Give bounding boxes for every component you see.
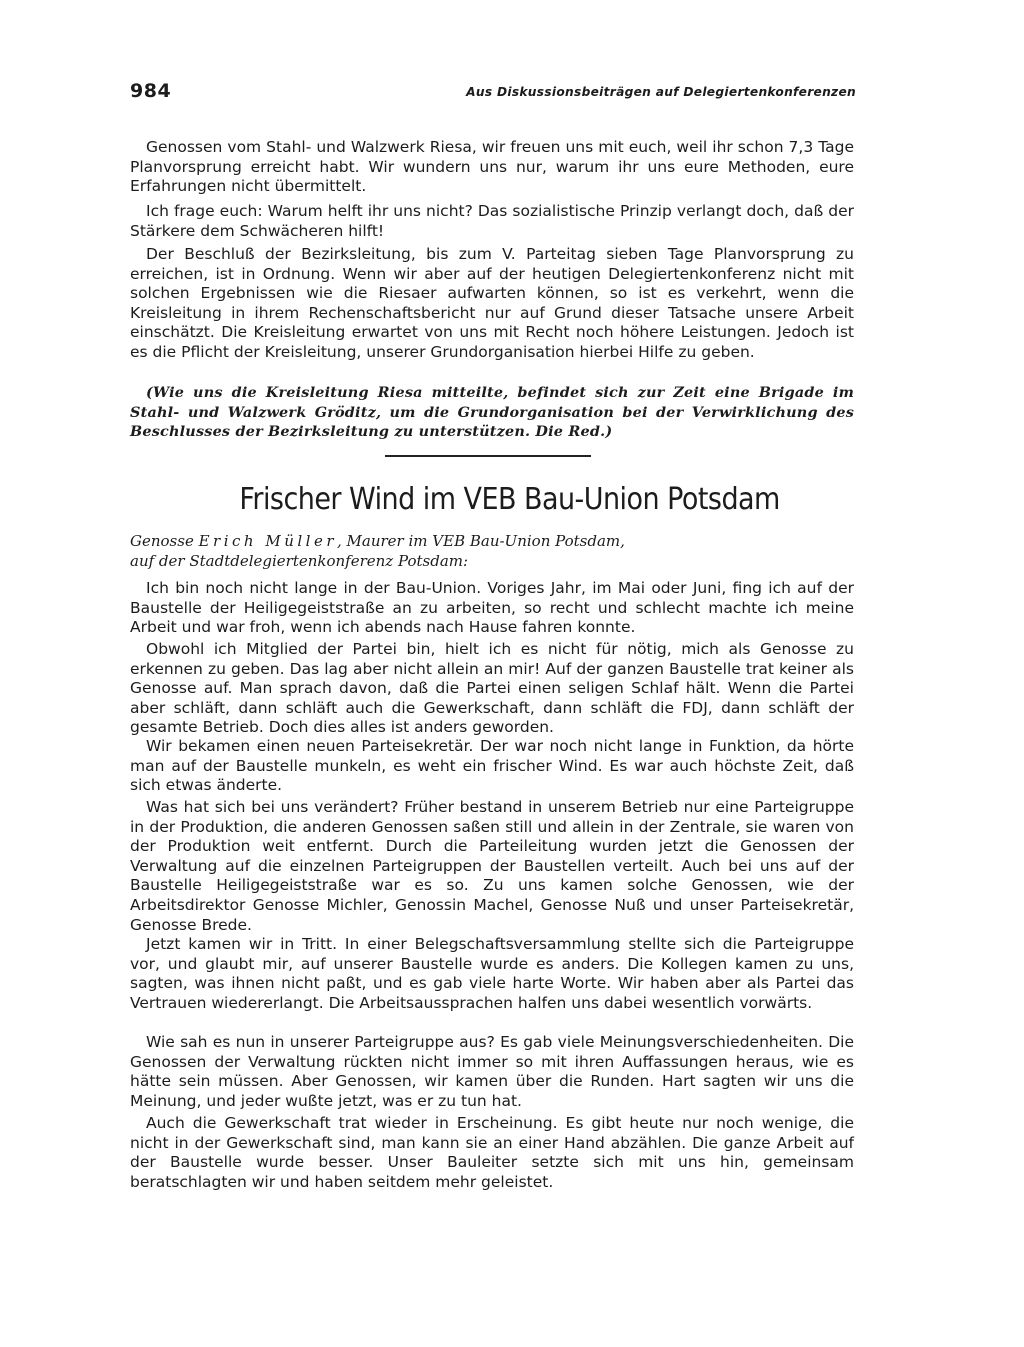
paragraph: Wir bekamen einen neuen Parteisekretär. Der war noch nicht lange in Funktion, da hörte man auf der Baustelle munkeln, es weht ein frischer Wind. Es war auch höchste Zeit, daß sich etwas änderte. [130, 737, 854, 795]
paragraph: Auch die Gewerkschaft trat wieder in Erscheinung. Es gibt heute nur noch wenige, die nicht in der Gewerkschaft sind, man kann sie an einer Hand abzählen. Die ganze Arbeit auf der Baustelle wurde besser. Unser Bauleiter setzte sich mit uns hin, gemeinsam beratschlagten wir und haben seitdem mehr geleistet. [130, 1114, 854, 1191]
byline-prefix: Genosse [130, 532, 199, 550]
paragraph: Wie sah es nun in unserer Parteigruppe aus? Es gab viele Meinungsverschiedenheiten. Die Genossen der Verwaltung rückten nicht immer so mit ihren Auffassungen heraus, wie es hätte sein müssen. Aber Genossen, wir kamen über die Runden. Hart sagten wir uns die Meinung, und jeder wußte jetzt, was er zu tun hat. [130, 1033, 854, 1110]
paragraph: Ich frage euch: Warum helft ihr uns nicht? Das sozialistische Prinzip verlangt doch, daß der Stärkere dem Schwächeren hilft! [130, 202, 854, 240]
page-number: 984 [130, 80, 172, 102]
paragraph: Ich bin noch nicht lange in der Bau-Union. Voriges Jahr, im Mai oder Juni, fing ich auf der Baustelle der Heiligegeiststraße an zu arbeiten, so recht und schlecht machte ich meine Arbeit und war froh, wenn ich abends nach Hause fahren konnte. [130, 579, 854, 637]
paragraph: Jetzt kamen wir in Tritt. In einer Belegschaftsversammlung stellte sich die Parteigruppe vor, und glaubt mir, auf unserer Baustelle wurde es anders. Die Kollegen kamen zu uns, sagten, was ihnen nicht paßt, und es gab viele harte Worte. Wir haben aber als Partei das Vertrauen wiedererlangt. Die Arbeitsaussprachen halfen uns dabei wesentlich vorwärts. [130, 935, 854, 1012]
page-header [130, 80, 856, 116]
paragraph: Genossen vom Stahl- und Walzwerk Riesa, wir freuen uns mit euch, weil ihr schon 7,3 Tage Planvorsprung erreicht habt. Wir wundern uns nur, warum ihr uns eure Methoden, eure Erfahrungen nicht übermittelt. [130, 138, 854, 196]
author-name: Erich Müller [198, 532, 338, 550]
paragraph: Obwohl ich Mitglied der Partei bin, hielt ich es nicht für nötig, mich als Genosse zu erkennen zu geben. Das lag aber nicht allein an mir! Auf der ganzen Baustelle trat keiner als Genosse auf. Man sprach davon, daß die Partei einen seligen Schlaf hält. Wenn die Partei aber schläft, dann schläft auch die Gewerkschaft, dann schläft die FDJ, dann schläft der gesamte Betrieb. Doch dies alles ist anders geworden. [130, 640, 854, 737]
byline-venue: auf der Stadtdelegiertenkonferenz Potsdam: [130, 551, 469, 570]
article-byline [130, 532, 854, 571]
article-title: Frischer Wind im VEB Bau-Union Potsdam [239, 482, 780, 517]
running-head: Aus Diskussionsbeiträgen auf Delegiertenkonferenzen [466, 85, 856, 99]
section-divider [385, 455, 591, 457]
paragraph: Was hat sich bei uns verändert? Früher bestand in unserem Betrieb nur eine Parteigruppe in der Produktion, die anderen Genossen saßen still und allein in der Zentrale, sie waren von der Produktion weit entfernt. Durch die Parteileitung wurden jetzt die Genossen der Verwaltung auf die einzelnen Parteigruppen der Baustellen verteilt. Auch bei uns auf der Baustelle Heiligegeiststraße war es so. Zu uns kamen solche Genossen, wie der Arbeitsdirektor Genosse Michler, Genossin Machel, Genosse Nuß und unser Parteisekretär, Genosse Brede. [130, 798, 854, 934]
paragraph: Der Beschluß der Bezirksleitung, bis zum V. Parteitag sieben Tage Planvorsprung zu erreichen, ist in Ordnung. Wenn wir aber auf der heutigen Delegiertenkonferenz nicht mit solchen Ergebnissen wie die Riesaer aufwarten können, so ist es verkehrt, wenn die Kreisleitung in ihrem Rechenschaftsbericht nur auf Grund dieser Tatsache unsere Arbeit einschätzt. Die Kreisleitung erwartet von uns mit Recht noch höhere Leistungen. Jedoch ist es die Pflicht der Kreisleitung, unserer Grundorganisation hierbei Hilfe zu geben. [130, 245, 854, 361]
editor-note: (Wie uns die Kreisleitung Riesa mitteilte, befindet sich zur Zeit eine Brigade im Stahl- und Walzwerk Gröditz, um die Grundorganisation bei der Verwirklichung des Beschlusses der Bezirksleitung zu unterstützen. Die Red.) [130, 384, 854, 441]
byline-role: , Maurer im VEB Bau-Union Potsdam, [337, 532, 625, 550]
